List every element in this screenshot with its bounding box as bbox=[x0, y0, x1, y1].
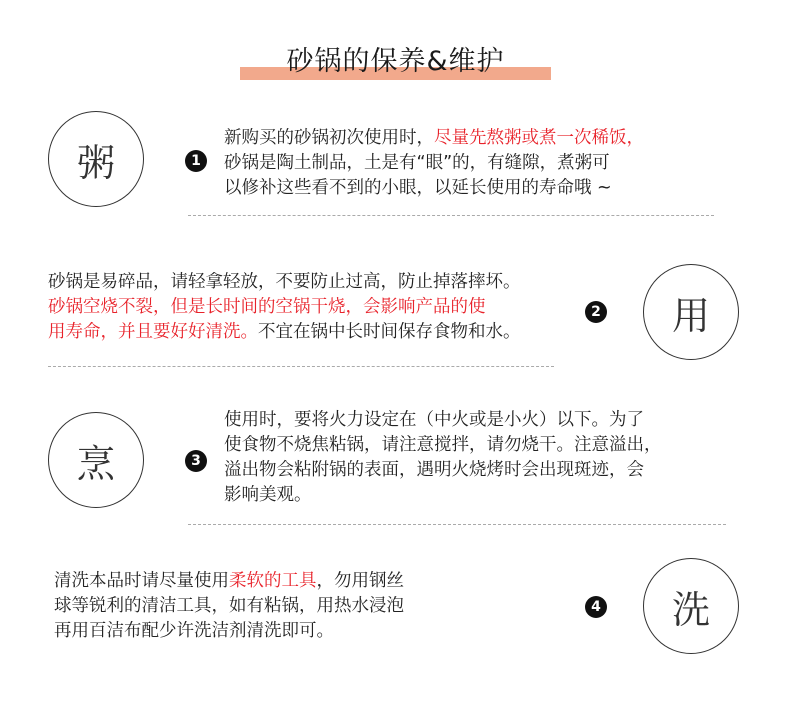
text-line: 砂锅空烧不裂，但是长时间的空锅干烧，会影响产品的使 bbox=[48, 297, 486, 317]
text-line: 清洗本品时请尽量使用柔软的工具，勿用钢丝 bbox=[54, 571, 404, 591]
text-line: 使用时，要将火力设定在（中火或是小火）以下。为了 bbox=[224, 410, 644, 430]
step-number-badge bbox=[185, 450, 207, 472]
circle-char: 粥 bbox=[76, 140, 115, 185]
circle-char: 用 bbox=[671, 293, 710, 338]
text-line: 球等锐利的清洁工具，如有粘锅，用热水浸泡 bbox=[54, 596, 404, 616]
text-line: 砂锅是易碎品，请轻拿轻放，不要防止过高，防止掉落摔坏。 bbox=[48, 272, 521, 292]
text-line: 砂锅是陶土制品，土是有“眼”的，有缝隙，煮粥可 bbox=[224, 153, 610, 173]
step-number: 1 bbox=[191, 153, 201, 169]
step-number: 4 bbox=[591, 599, 601, 615]
step-number: 3 bbox=[191, 453, 201, 469]
section-3-text bbox=[224, 408, 662, 508]
text-line: 溢出物会粘附锅的表面，遇明火烧烤时会出现斑迹，会 bbox=[224, 460, 644, 480]
circle-icon-cook bbox=[48, 412, 144, 508]
text-line: 再用百洁布配少许洗洁剂清洗即可。 bbox=[54, 621, 334, 641]
dashed-divider bbox=[48, 366, 554, 367]
text-line: 影响美观。 bbox=[224, 485, 312, 505]
text-line: 使食物不烧焦粘锅，请注意搅拌，请勿烧干。注意溢出， bbox=[224, 435, 662, 455]
section-1-text bbox=[224, 126, 644, 201]
section-4-text bbox=[54, 569, 404, 644]
circle-char: 烹 bbox=[76, 441, 115, 486]
section-2-text bbox=[48, 270, 521, 345]
circle-char: 洗 bbox=[671, 587, 710, 632]
dashed-divider bbox=[188, 524, 726, 525]
dashed-divider bbox=[188, 215, 714, 216]
page-title: 砂锅的保养&维护 bbox=[286, 46, 505, 77]
circle-icon-wash bbox=[643, 558, 739, 654]
step-number: 2 bbox=[591, 304, 601, 320]
text-line: 以修补这些看不到的小眼，以延长使用的寿命哦 ~ bbox=[224, 178, 612, 198]
text-line: 用寿命，并且要好好清洗。不宜在锅中长时间保存食物和水。 bbox=[48, 322, 521, 342]
step-number-badge bbox=[185, 150, 207, 172]
step-number-badge bbox=[585, 596, 607, 618]
circle-icon-use bbox=[643, 264, 739, 360]
step-number-badge bbox=[585, 301, 607, 323]
text-line: 新购买的砂锅初次使用时，尽量先熬粥或煮一次稀饭， bbox=[224, 128, 644, 148]
circle-icon-porridge bbox=[48, 111, 144, 207]
